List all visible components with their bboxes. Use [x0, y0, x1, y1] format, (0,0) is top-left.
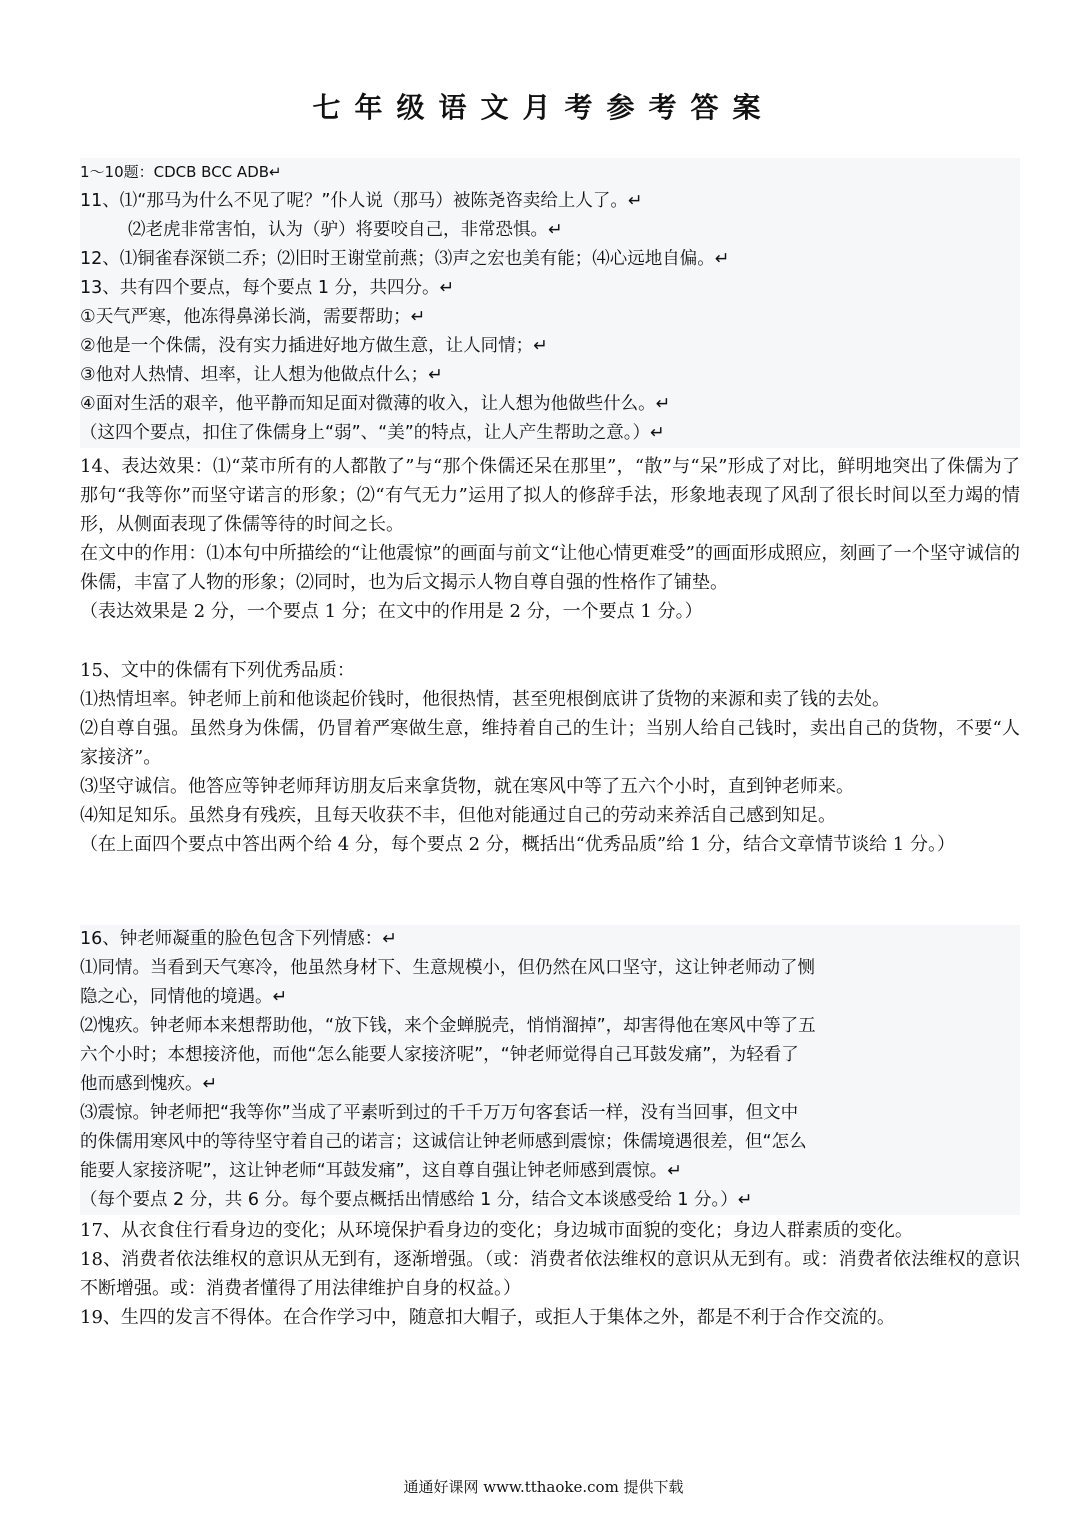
answer-14 — [80, 452, 1020, 626]
answer-paragraph: 14、表达效果：⑴“菜市所有的人都散了”与“那个侏儒还呆在那里”，“散”与“呆”形成了对比，鲜明地突出了侏儒为了那句“我等你”而坚守诺言的形象；⑵“有气无力”运用了拟人的修辞手法，形象地表现了风刮了很长时间以至力竭的情形，从侧面表现了侏儒等待的时间之长。 — [80, 456, 1020, 535]
answer-paragraph: ⑶坚守诚信。他答应等钟老师拜访朋友后来拿货物，就在寒风中等了五六个小时，直到钟老师来。 — [80, 776, 854, 797]
answer-line: ②他是一个侏儒，没有实力插进好地方做生意，让人同情；↵ — [80, 336, 548, 356]
footer-credit: 通通好课网 www.tthaoke.com 提供下载 — [403, 1478, 684, 1496]
answer-line: 13、共有四个要点，每个要点 1 分，共四分。↵ — [80, 278, 455, 298]
answer-line: ④面对生活的艰辛，他平静而知足面对微薄的收入，让人想为他做些什么。↵ — [80, 394, 671, 414]
answer-line: ⑴同情。当看到天气寒冷，他虽然身材下、生意规模小，但仍然在风口坚守，这让钟老师动了恻 — [80, 958, 815, 978]
scanned-answers-1-13 — [80, 158, 1020, 448]
answer-line: （每个要点 2 分，共 6 分。每个要点概括出情感给 1 分，结合文本谈感受给 1 分。）↵ — [80, 1190, 753, 1210]
answer-line: ③他对人热情、坦率，让人想为他做点什么；↵ — [80, 365, 443, 385]
answer-17: 17、从衣食住行看身边的变化；从环境保护看身边的变化；身边城市面貌的变化；身边人群素质的变化。 — [80, 1220, 913, 1241]
answer-paragraph: 15、文中的侏儒有下列优秀品质： — [80, 660, 355, 681]
answer-paragraph: 在文中的作用：⑴本句中所描绘的“让他震惊”的画面与前文“让他心情更难受”的画面形成照应，刻画了一个坚守诚信的侏儒，丰富了人物的形象；⑵同时，也为后文揭示人物自尊自强的性格作了铺垫。 — [80, 543, 1020, 593]
answer-paragraph: ⑴热情坦率。钟老师上前和他谈起价钱时，他很热情，甚至兜根倒底讲了货物的来源和卖了钱的去处。 — [80, 689, 890, 710]
answer-line: 12、⑴铜雀春深锁二乔；⑵旧时王谢堂前燕；⑶声之宏也美有能；⑷心远地自偏。↵ — [80, 249, 730, 269]
answer-paragraph: ⑵自尊自强。虽然身为侏儒，仍冒着严寒做生意，维持着自己的生计；当别人给自己钱时，卖出自己的货物，不要“人家接济”。 — [80, 718, 1020, 768]
answer-line: （这四个要点，扣住了侏儒身上“弱”、“美”的特点，让人产生帮助之意。）↵ — [80, 423, 665, 443]
answer-line: ⑵愧疚。钟老师本来想帮助他，“放下钱，来个金蝉脱壳，悄悄溜掉”，却害得他在寒风中等了五 — [80, 1016, 816, 1036]
answer-line: 他而感到愧疚。↵ — [80, 1074, 218, 1094]
answer-paragraph: （表达效果是 2 分，一个要点 1 分；在文中的作用是 2 分，一个要点 1 分。） — [80, 601, 703, 622]
answer-line: 11、⑴“那马为什么不见了呢？”仆人说（那马）被陈尧咨卖给上人了。↵ — [80, 191, 643, 211]
answer-line: 1～10题：CDCB BCC ADB↵ — [80, 163, 282, 181]
answer-line: 的侏儒用寒风中的等待坚守着自己的诺言；这诚信让钟老师感到震惊；侏儒境遇很差，但“怎么 — [80, 1132, 807, 1152]
answer-line: 16、钟老师凝重的脸色包含下列情感：↵ — [80, 929, 397, 949]
answer-line: ①天气严寒，他冻得鼻涕长淌，需要帮助；↵ — [80, 307, 426, 327]
answer-line: 隐之心，同情他的境遇。↵ — [80, 987, 288, 1007]
answer-line: ⑶震惊。钟老师把“我等你”当成了平素听到过的千千万万句客套话一样，没有当回事，但文中 — [80, 1103, 799, 1123]
answer-line: ⑵老虎非常害怕，认为（驴）将要咬自己，非常恐惧。↵ — [128, 220, 563, 240]
answer-paragraph: （在上面四个要点中答出两个给 4 分，每个要点 2 分，概括出“优秀品质”给 1 分，结合文章情节谈给 1 分。） — [80, 834, 955, 855]
answer-paragraph: ⑷知足知乐。虽然身有残疾，且每天收获不丰，但他对能通过自己的劳动来养活自己感到知足。 — [80, 805, 836, 826]
answer-line: 能要人家接济呢”，这让钟老师“耳鼓发痛”，这自尊自强让钟老师感到震惊。↵ — [80, 1161, 682, 1181]
page-title: 七年级语文月考参考答案 — [312, 91, 775, 124]
scanned-answer-16 — [80, 925, 1020, 1215]
answer-18: 18、消费者依法维权的意识从无到有，逐渐增强。（或：消费者依法维权的意识从无到有。或：消费者依法维权的意识不断增强。或：消费者懂得了用法律维护自身的权益。） — [80, 1249, 1020, 1299]
answers-17-19 — [80, 1216, 1020, 1332]
answer-line: 六个小时；本想接济他，而他“怎么能要人家接济呢”，“钟老师觉得自己耳鼓发痛”，为轻看了 — [80, 1045, 799, 1065]
answer-19: 19、生四的发言不得体。在合作学习中，随意扣大帽子，或拒人于集体之外，都是不利于合作交流的。 — [80, 1307, 895, 1328]
answer-15 — [80, 656, 1020, 859]
